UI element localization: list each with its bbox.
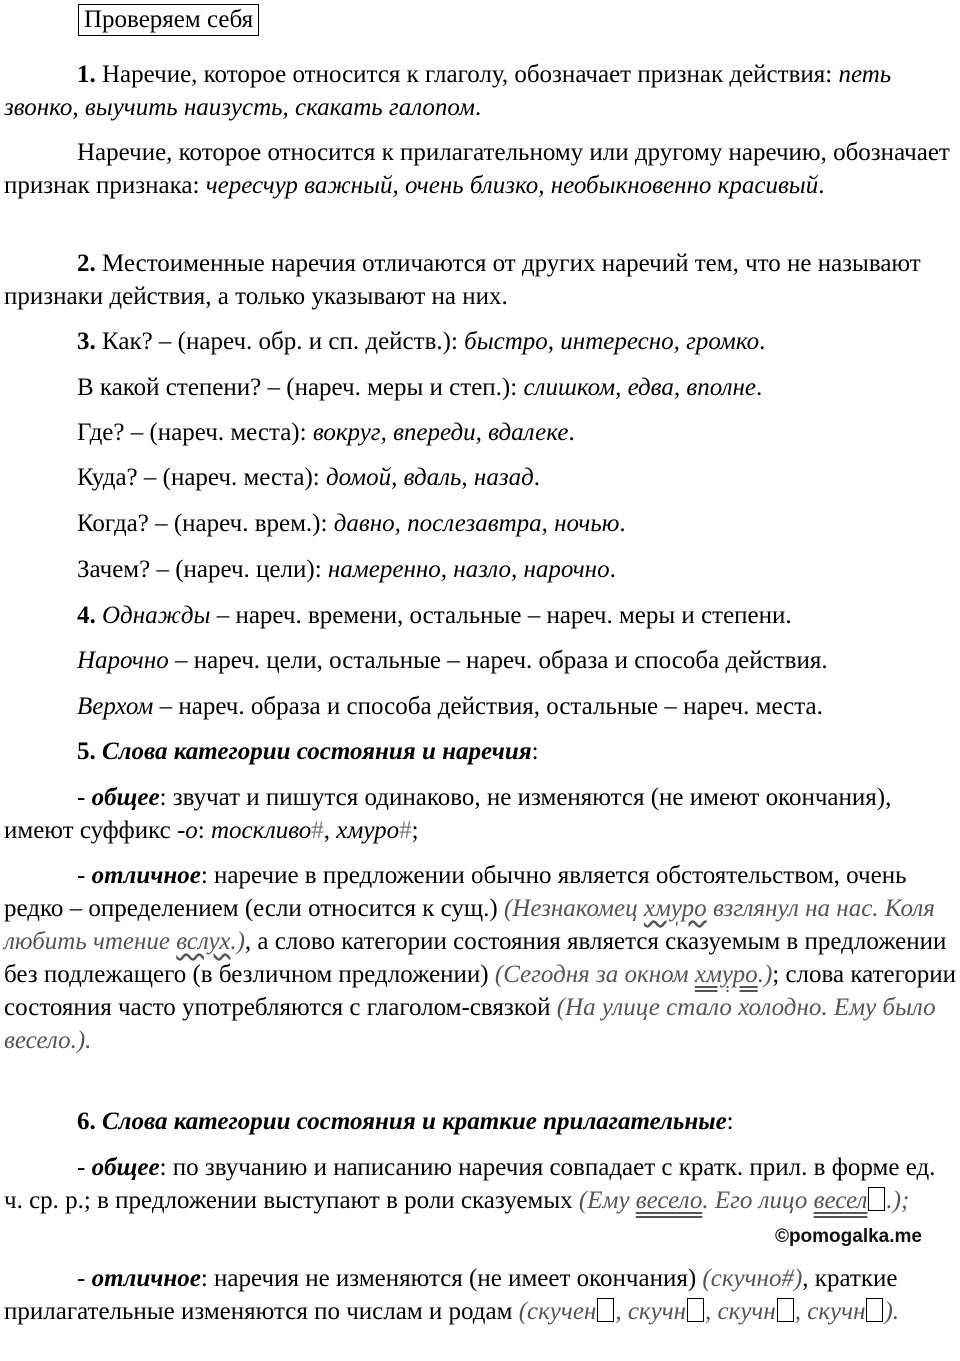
q4-row-1 <box>4 599 960 632</box>
q6-example: (Ему <box>578 1187 636 1214</box>
q4-number: 4. <box>77 602 96 629</box>
q3-row-4: Куда? – (нареч. места): домой, вдаль, назад. <box>77 464 540 491</box>
q6-example: . Его лицо <box>702 1187 814 1214</box>
q5-diff-example: (На улице стало холодно. Ему было весело.). <box>4 994 936 1054</box>
q4-text: – нареч. времени, остальные – нареч. меры и степени. <box>210 602 792 629</box>
q3-row-label: Где? – (нареч. места): <box>77 419 307 446</box>
q3-row-examples: слишком, едва, вполне <box>523 374 756 401</box>
q1-examples-2: чересчур важный, очень близко, необыкновенно красивый <box>205 172 819 199</box>
ending-box <box>687 1298 704 1322</box>
q1-text-2: Наречие, которое относится к прилагательному или другому наречию, обозначает признак признака: <box>4 139 950 199</box>
q3-row-label: Когда? – (нареч. врем.): <box>77 510 328 537</box>
q6-example-underlined: весел <box>813 1187 868 1214</box>
q1-text-1: Наречие, которое относится к глаголу, обозначает признак действия: <box>102 61 833 88</box>
q6-diff-text: , краткие прилагательные изменяются по числам и родам <box>4 1265 898 1325</box>
q6-example-underlined: весело <box>635 1187 703 1214</box>
ending-box <box>868 1187 885 1211</box>
q6-common-label: общее <box>91 1154 160 1181</box>
q4-word: Нарочно <box>77 647 169 674</box>
q2-text: Местоименные наречия отличаются от других наречий тем, что не называют признаки действия, а только указывают на них. <box>4 250 921 310</box>
q5-diff-example-underlined: вслух <box>176 928 231 955</box>
q2-paragraph <box>4 247 956 313</box>
q5-hash: # <box>399 817 412 844</box>
q6-form: (скучен <box>518 1298 597 1325</box>
q3-row-6: Зачем? – (нареч. цели): намеренно, назло, нарочно. <box>77 556 616 583</box>
q3-row-label: Как? – (нареч. обр. и сп. действ.): <box>102 328 458 355</box>
q6-diff-label: отличное <box>91 1265 201 1292</box>
q3-row-1: 3. Как? – (нареч. обр. и сп. действ.): быстро, интересно, громко. <box>77 328 766 355</box>
q4-text: – нареч. цели, остальные – нареч. образа и способа действия. <box>168 647 828 674</box>
q6-number: 6. <box>77 1108 96 1135</box>
q3-row-3: Где? – (нареч. места): вокруг, впереди, вдалеке. <box>77 419 575 446</box>
q5-suffix: -о <box>176 817 198 844</box>
q5-diff-example: (Незнакомец <box>503 895 644 922</box>
q5-common-label: общее <box>91 784 160 811</box>
q1-paragraph-1: 1. Наречие, которое относится к глаголу, обозначает признак действия: петь звонко, выучить наизусть, скакать галопом. <box>4 61 892 121</box>
q5-diff-label: отличное <box>91 862 201 889</box>
q6-common: - общее: по звучанию и написанию наречия совпадает с кратк. прил. в форме ед. ч. ср. р.; в предложении выступают в роли сказуемых (Ему весело. Его лицо весел .); <box>4 1154 936 1214</box>
ending-box <box>866 1298 883 1322</box>
ending-box <box>597 1298 614 1322</box>
q3-row-examples: намеренно, назло, нарочно <box>327 556 610 583</box>
q2-number: 2. <box>77 250 96 277</box>
q6-common-text: : по звучанию и написанию наречия совпадает с кратк. прил. в форме ед. ч. ср. р.; в предложении выступают в роли сказуемых <box>4 1154 936 1214</box>
q5-diff-example-underlined: хмуро <box>643 895 707 922</box>
q5-diff-example: .) <box>757 961 773 988</box>
q6-form: ). <box>884 1298 900 1325</box>
q5-common: - общее: звучат и пишутся одинаково, не изменяются (не имеют окончания), имеют суффикс -о: тоскливо#, хмуро#; <box>4 784 892 844</box>
q5-diff-example: .) <box>230 928 245 955</box>
q5-number: 5. <box>77 738 96 765</box>
q3-row-label: Куда? – (нареч. места): <box>77 464 320 491</box>
q5-example: тоскливо <box>211 817 312 844</box>
q6-diff-text: : наречия не изменяются (не имеет окончания) <box>200 1265 703 1292</box>
q4-word: Верхом <box>77 693 154 720</box>
q5-diff-example: (Сегодня за окном <box>494 961 695 988</box>
q3-row-examples: вокруг, впереди, вдалеке <box>312 419 569 446</box>
q3-row-examples: давно, послезавтра, ночью <box>333 510 620 537</box>
q6-form: , скучн <box>705 1298 776 1325</box>
q5-diff-example: взглянул на нас. Коля любить чтение <box>4 895 935 955</box>
q6-form: , скучн <box>615 1298 687 1325</box>
q5-heading-text: Слова категории состояния и наречия <box>102 738 532 765</box>
q6-heading-text: Слова категории состояния и краткие прилагательные <box>102 1108 727 1135</box>
q5-hash: # <box>311 817 324 844</box>
q3-number: 3. <box>77 328 96 355</box>
q6-diff-example: (скучно#) <box>702 1265 803 1292</box>
q5-common-text: : звучат и пишутся одинаково, не изменяются (не имеют окончания), имеют суффикс <box>4 784 892 844</box>
q6-diff: - отличное: наречия не изменяются (не имеет окончания) (скучно#), краткие прилагательные изменяются по числам и родам (скучен , скучн , скучн , скучн ). <box>4 1265 900 1325</box>
q5-diff-text: : наречие в предложении обычно является обстоятельством, очень редко – определением (если относится к сущ.) <box>4 862 907 922</box>
q4-word: Однажды <box>102 602 211 629</box>
q1-paragraph-2: Наречие, которое относится к прилагательному или другому наречию, обозначает признак признака: чересчур важный, очень близко, необыкновенно красивый. <box>4 139 950 199</box>
q3-row-label: Зачем? – (нареч. цели): <box>77 556 322 583</box>
q6-heading: 6. Слова категории состояния и краткие прилагательные: <box>77 1108 734 1135</box>
q5-diff-text: , а слово категории состояния является сказуемым в предложении без подлежащего (в безличном предложении) <box>4 928 947 988</box>
q4-row-2 <box>4 644 960 677</box>
q5-diff-example-underlined: хмуро <box>694 961 758 988</box>
q3-row-examples: домой, вдаль, назад <box>325 464 534 491</box>
q3-row-5: Когда? – (нареч. врем.): давно, послезавтра, ночью. <box>77 510 626 537</box>
q5-diff-text: ; слова категории состояния часто употребляются с глаголом-связкой <box>4 961 956 1021</box>
q1-examples-1: петь звонко, выучить наизусть, скакать галопом <box>4 61 892 121</box>
q3-row-examples: быстро, интересно, громко <box>464 328 760 355</box>
q6-form: , скучн <box>794 1298 866 1325</box>
q4-row-3 <box>4 690 960 723</box>
q1-number: 1. <box>77 61 96 88</box>
q5-heading: 5. Слова категории состояния и наречия: <box>77 738 539 765</box>
site-watermark: ©pomogalka.me <box>774 1226 922 1247</box>
ending-box <box>777 1298 794 1322</box>
q3-row-label: В какой степени? – (нареч. меры и степ.): <box>77 374 518 401</box>
q3-row-2: В какой степени? – (нареч. меры и степ.): слишком, едва, вполне. <box>77 374 763 401</box>
q6-example: .); <box>886 1187 910 1214</box>
q5-diff: - отличное: наречие в предложении обычно является обстоятельством, очень редко – определением (если относится к сущ.) (Незнакомец хмуро взглянул на нас. Коля любить чтение вслух.), а слово категории состояния является сказуемым в предложении без подлежащего (в безличном предложении) (Сегодня за окном хмуро.); слова категории состояния часто употребляются с глаголом-связкой (На улице стало холодно. Ему было весело.). <box>4 862 956 1054</box>
q4-text: – нареч. образа и способа действия, остальные – нареч. места. <box>153 693 823 720</box>
section-title: Проверяем себя <box>78 4 259 36</box>
q5-example: хмуро <box>336 817 400 844</box>
